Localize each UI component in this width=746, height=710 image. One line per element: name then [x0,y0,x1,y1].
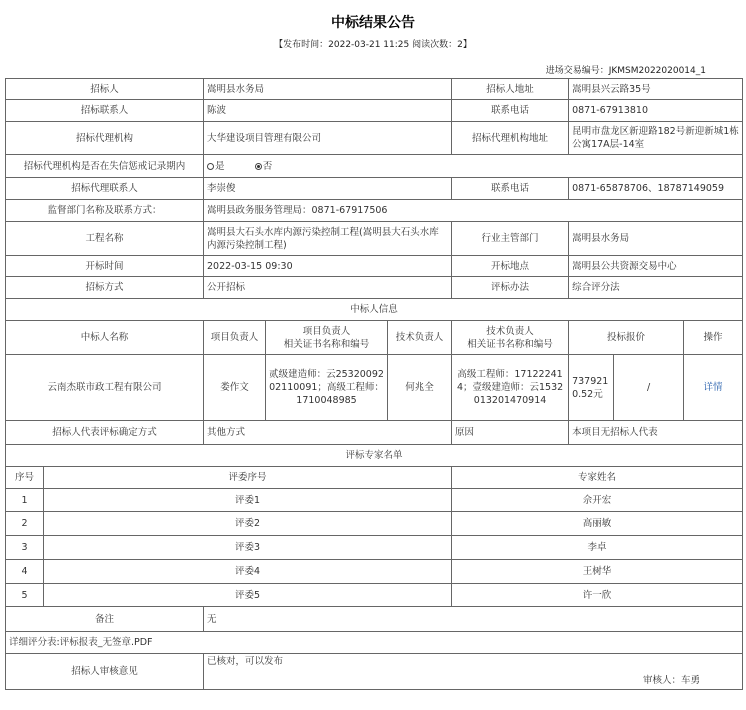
dishonest-label: 招标代理机构是否在失信惩戒记录期内 [6,155,204,178]
remark-label: 备注 [6,607,204,632]
row-supervision [6,200,743,222]
expert-no: 5 [6,584,44,607]
row-agency-contact [6,178,743,200]
result-table [5,78,743,690]
open-time-label: 开标时间 [6,256,204,277]
industry-label: 行业主管部门 [452,222,569,256]
expert-seat: 评委5 [44,584,452,607]
winner-name: 云南杰联市政工程有限公司 [6,355,204,421]
supervision-value: 嵩明县政务服务管理局：0871-67917506 [204,200,743,222]
radio-yes[interactable] [207,163,214,170]
radio-no-label: 否 [262,160,273,172]
eval-value: 综合评分法 [569,277,743,299]
winner-tech-cert: 高级工程师：171222414；壹级建造师：云1532013201470914 [452,355,569,421]
eval-label: 评标办法 [452,277,569,299]
rep-reason-value: 本项目无招标人代表 [569,421,743,445]
agency-address-value: 昆明市盘龙区新迎路182号新迎新城1栋公寓17A层-14室 [569,122,743,155]
industry-value: 嵩明县水务局 [569,222,743,256]
winner-price: 7379210.52元 [569,355,614,421]
agency-contact-label: 招标代理联系人 [6,178,204,200]
expert-seat: 评委2 [44,512,452,536]
project-label: 工程名称 [6,222,204,256]
review-value: 已核对，可以发布 [207,656,284,667]
experts-col-no: 序号 [6,467,44,489]
expert-name: 王树华 [452,560,743,584]
expert-seat: 评委4 [44,560,452,584]
row-dishonest [6,155,743,178]
winner-section-header: 中标人信息 [6,299,743,321]
agency-label: 招标代理机构 [6,122,204,155]
row-bidder [6,79,743,100]
dishonest-options [204,155,743,178]
winner-col-pm-cert: 项目负责人 相关证书名称和编号 [266,321,388,355]
winner-col-price: 投标报价 [569,321,684,355]
expert-name: 高丽敏 [452,512,743,536]
rep-label: 招标人代表评标确定方式 [6,421,204,445]
expert-no: 1 [6,489,44,512]
winner-pm: 娄作文 [204,355,266,421]
bidder-label: 招标人 [6,79,204,100]
expert-name: 许一欣 [452,584,743,607]
reviewer-name: 审核人：车勇 [643,675,701,686]
contact-value: 陈波 [204,100,452,122]
project-value: 嵩明县大石头水库内源污染控制工程(嵩明县大石头水库内源污染控制工程) [204,222,452,256]
winner-row [6,355,743,421]
review-cell [204,654,743,690]
expert-no: 3 [6,536,44,560]
agency-value: 大华建设项目管理有限公司 [204,122,452,155]
row-project [6,222,743,256]
radio-no[interactable] [255,163,262,170]
winner-pm-cert: 贰级建造师：云2532009202110091；高级工程师：1710048985 [266,355,388,421]
expert-name: 李卓 [452,536,743,560]
table-row [6,584,743,607]
winner-col-pm: 项目负责人 [204,321,266,355]
row-detail [6,632,743,654]
phone-value: 0871-67913810 [569,100,743,122]
method-value: 公开招标 [204,277,452,299]
table-row [6,560,743,584]
table-row [6,536,743,560]
expert-name: 佘开宏 [452,489,743,512]
phone-label: 联系电话 [452,100,569,122]
expert-no: 2 [6,512,44,536]
supervision-label: 监督部门名称及联系方式： [6,200,204,222]
winner-tech: 何兆全 [388,355,452,421]
agency-contact-value: 李崇俊 [204,178,452,200]
method-label: 招标方式 [6,277,204,299]
trade-number: 进场交易编号：JKMSM2022020014_1 [545,66,706,76]
experts-col-name: 专家姓名 [452,467,743,489]
agency-address-label: 招标代理机构地址 [452,122,569,155]
row-rep [6,421,743,445]
bidder-value: 嵩明县水务局 [204,79,452,100]
row-remark [6,607,743,632]
rep-reason-label: 原因 [452,421,569,445]
experts-section-header: 评标专家名单 [6,445,743,467]
radio-yes-label: 是 [215,160,225,172]
winner-header-row [6,321,743,355]
winner-col-tech: 技术负责人 [388,321,452,355]
remark-value: 无 [204,607,743,632]
table-row [6,489,743,512]
agency-phone-label: 联系电话 [452,178,569,200]
winner-detail-link[interactable]: 详情 [684,355,743,421]
bidder-address-label: 招标人地址 [452,79,569,100]
winner-price-extra: / [614,355,684,421]
bidder-address-value: 嵩明县兴云路35号 [569,79,743,100]
page-title: 中标结果公告 [331,15,415,31]
row-method [6,277,743,299]
experts-col-seat: 评委序号 [44,467,452,489]
winner-col-action: 操作 [684,321,743,355]
row-open-time [6,256,743,277]
expert-seat: 评委3 [44,536,452,560]
row-review [6,654,743,690]
detail-score-link[interactable]: 详细评分表:评标报表_无签章.PDF [6,632,743,654]
experts-header-row [6,467,743,489]
open-time-value: 2022-03-15 09:30 [204,256,452,277]
expert-seat: 评委1 [44,489,452,512]
open-place-value: 嵩明县公共资源交易中心 [569,256,743,277]
winner-col-tech-cert: 技术负责人 相关证书名称和编号 [452,321,569,355]
row-agency [6,122,743,155]
table-row [6,512,743,536]
expert-no: 4 [6,560,44,584]
winner-col-name: 中标人名称 [6,321,204,355]
agency-phone-value: 0871-65878706、18787149059 [569,178,743,200]
rep-value: 其他方式 [204,421,452,445]
publish-meta: 【发布时间：2022-03-21 11:25 阅读次数：2】 [274,40,472,50]
open-place-label: 开标地点 [452,256,569,277]
contact-label: 招标联系人 [6,100,204,122]
review-label: 招标人审核意见 [6,654,204,690]
row-contact [6,100,743,122]
